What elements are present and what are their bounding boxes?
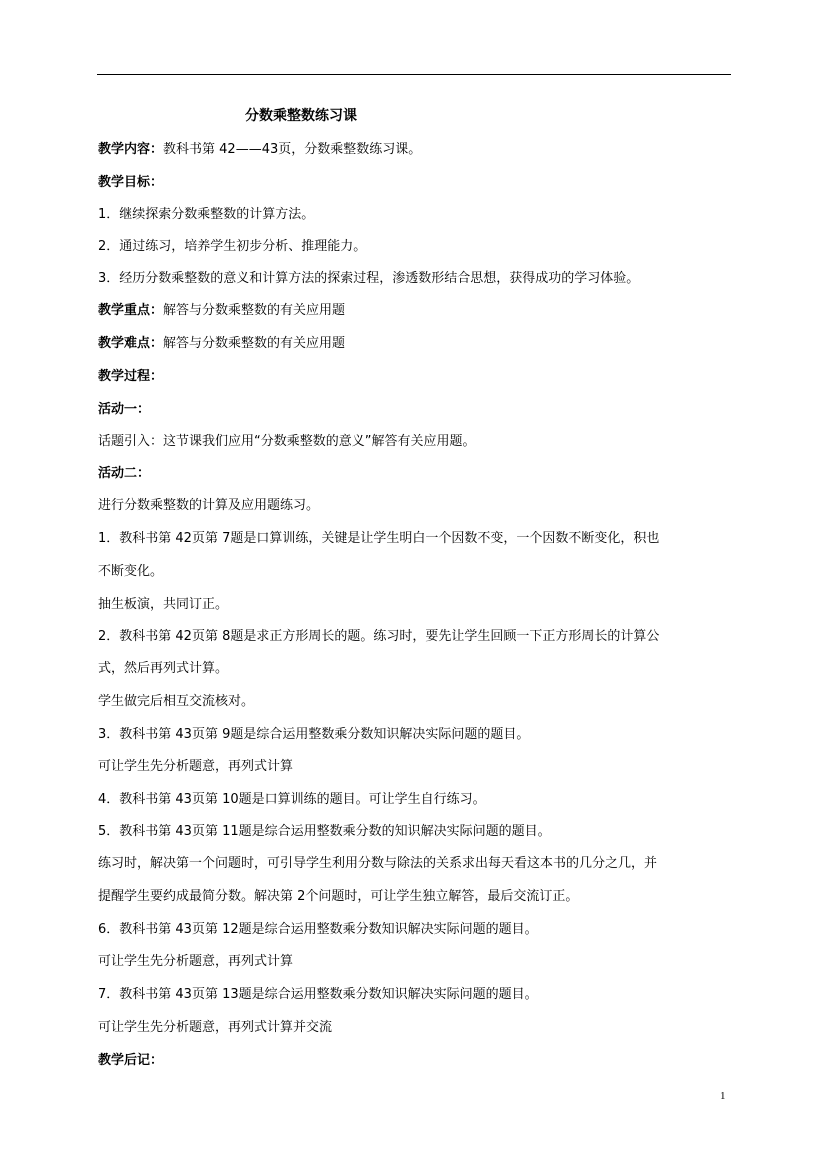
difficulty-label: 教学难点： bbox=[98, 336, 164, 351]
activity2-line: 4．教科书第 43页第 10题是口算训练的题目。可让学生自行练习。 bbox=[98, 792, 486, 807]
document-title: 分数乘整数练习课 bbox=[245, 108, 357, 124]
activity1-text: 话题引入：这节课我们应用“分数乘整数的意义”解答有关应用题。 bbox=[98, 434, 476, 449]
content-line bbox=[98, 141, 421, 158]
header-rule bbox=[97, 74, 731, 75]
activity2-line: 6．教科书第 43页第 12题是综合运用整数乘分数知识解决实际问题的题目。 bbox=[98, 922, 538, 937]
process-heading: 教学过程： bbox=[98, 369, 164, 384]
activity2-line: 学生做完后相互交流核对。 bbox=[98, 694, 255, 709]
activity2-line: 可让学生先分析题意，再列式计算 bbox=[98, 759, 294, 774]
key-point-line bbox=[98, 302, 345, 319]
activity2-line: 3．教科书第 43页第 9题是综合运用整数乘分数知识解决实际问题的题目。 bbox=[98, 727, 530, 742]
content-label: 教学内容： bbox=[98, 142, 164, 157]
activity2-line: 1．教科书第 42页第 7题是口算训练，关键是让学生明白一个因数不变，一个因数不断变化，积也 bbox=[98, 531, 660, 546]
activity2-line: 练习时，解决第一个问题时，可引导学生利用分数与除法的关系求出每天看这本书的几分之几，并 bbox=[98, 856, 658, 871]
activity2-line: 式，然后再列式计算。 bbox=[98, 661, 229, 676]
content-text: 教科书第 42——43页，分数乘整数练习课。 bbox=[163, 142, 422, 157]
activity2-line: 5．教科书第 43页第 11题是综合运用整数乘分数的知识解决实际问题的题目。 bbox=[98, 824, 551, 839]
activity2-line: 可让学生先分析题意，再列式计算并交流 bbox=[98, 1020, 333, 1035]
activity2-line: 2．教科书第 42页第 8题是求正方形周长的题。练习时，要先让学生回顾一下正方形周长的计算公 bbox=[98, 629, 660, 644]
objective-item-2: 2．通过练习，培养学生初步分析、推理能力。 bbox=[98, 239, 367, 254]
activity1-heading: 活动一： bbox=[98, 402, 151, 417]
key-point-label: 教学重点： bbox=[98, 303, 164, 318]
key-point-text: 解答与分数乘整数的有关应用题 bbox=[163, 303, 346, 318]
objectives-heading: 教学目标： bbox=[98, 175, 164, 190]
reflection-heading: 教学后记： bbox=[98, 1053, 164, 1068]
activity2-line: 提醒学生要约成最简分数。解决第 2个问题时，可让学生独立解答，最后交流订正。 bbox=[98, 889, 579, 904]
objective-item-1: 1．继续探索分数乘整数的计算方法。 bbox=[98, 207, 315, 222]
activity2-intro: 进行分数乘整数的计算及应用题练习。 bbox=[98, 498, 320, 513]
objective-item-3: 3．经历分数乘整数的意义和计算方法的探索过程，渗透数形结合思想，获得成功的学习体验。 bbox=[98, 271, 640, 286]
difficulty-line bbox=[98, 335, 345, 352]
difficulty-text: 解答与分数乘整数的有关应用题 bbox=[163, 336, 346, 351]
activity2-line: 7．教科书第 43页第 13题是综合运用整数乘分数知识解决实际问题的题目。 bbox=[98, 987, 538, 1002]
activity2-line: 可让学生先分析题意，再列式计算 bbox=[98, 954, 294, 969]
activity2-line: 抽生板演，共同订正。 bbox=[98, 597, 229, 612]
page-number: 1 bbox=[720, 1090, 726, 1102]
activity2-heading: 活动二： bbox=[98, 466, 151, 481]
activity2-line: 不断变化。 bbox=[98, 564, 164, 579]
